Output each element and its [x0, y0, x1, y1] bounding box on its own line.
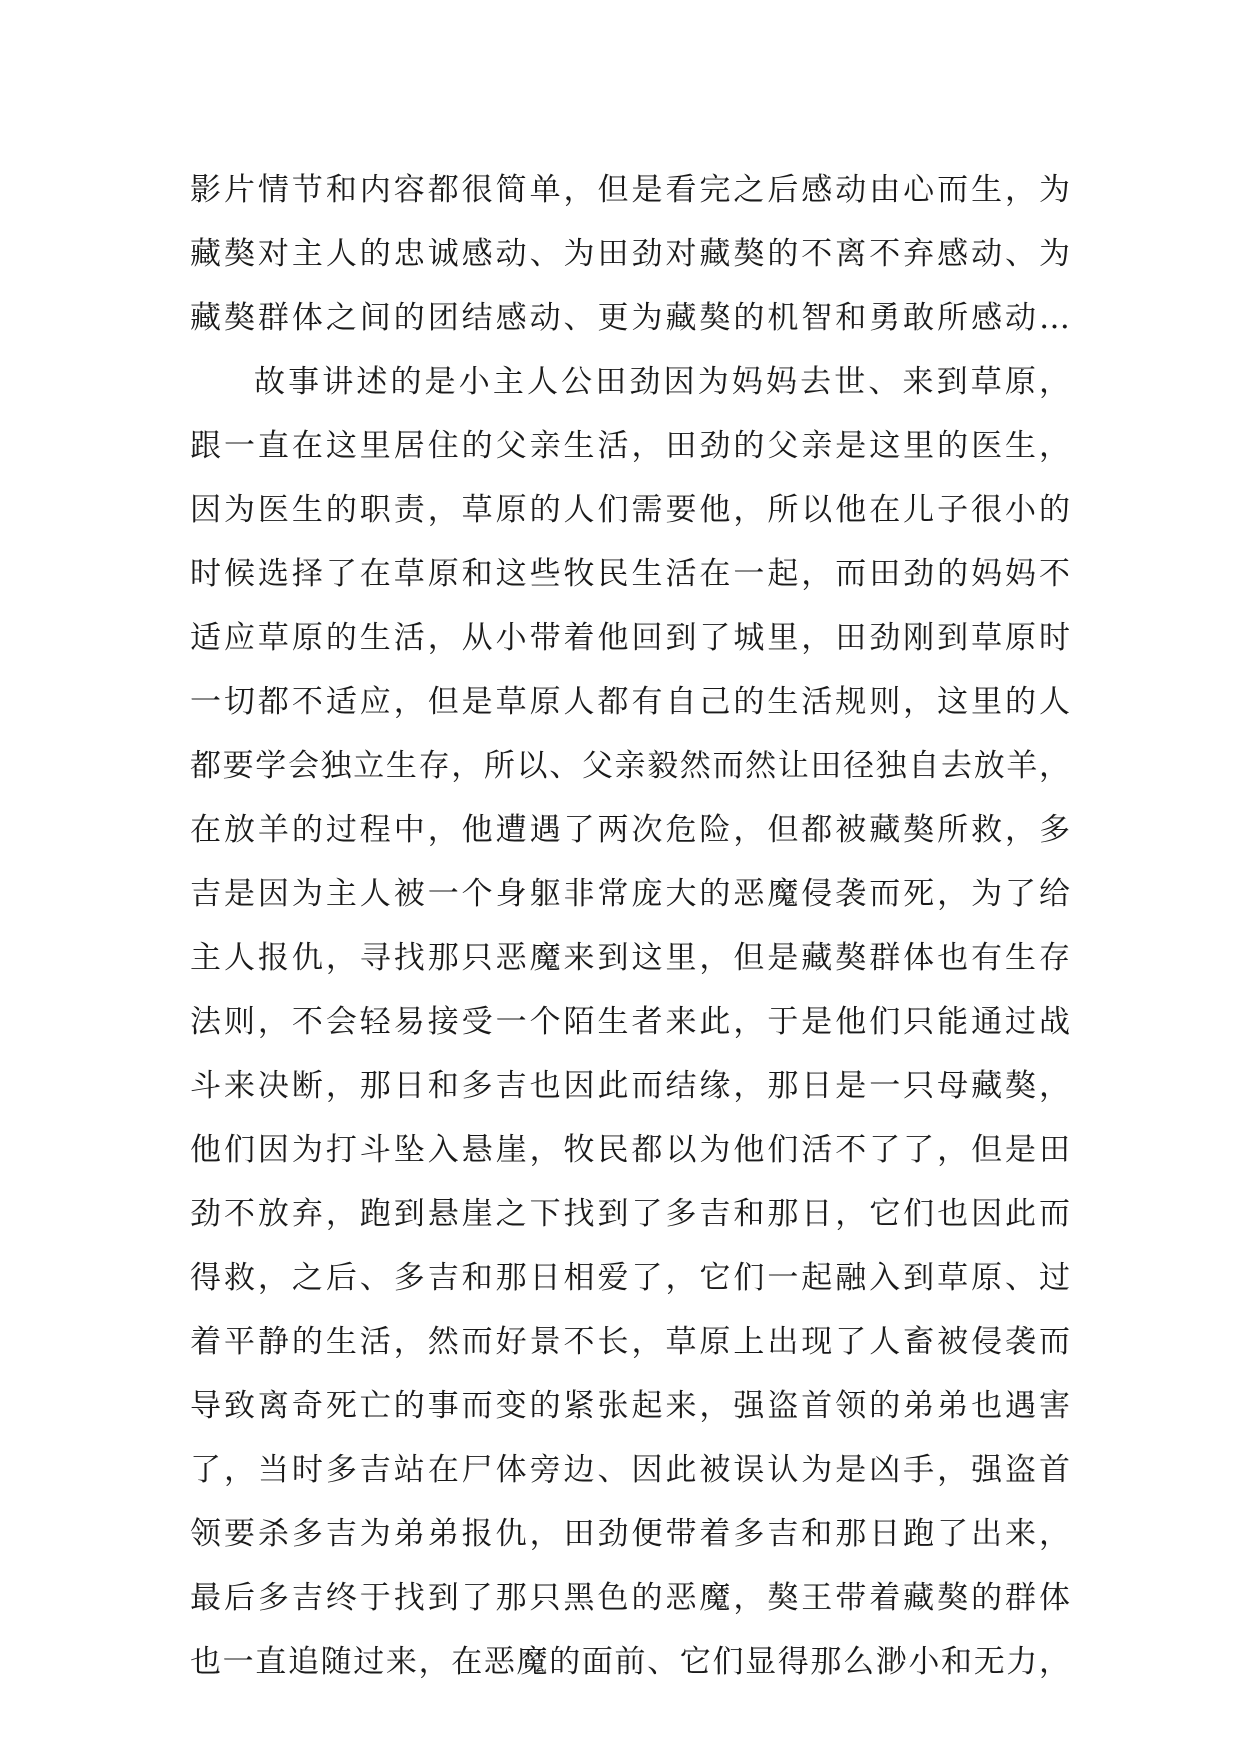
text-line: 最后多吉终于找到了那只黑色的恶魔，獒王带着藏獒的群体 [190, 1580, 1070, 1616]
text-line: 影片情节和内容都很简单，但是看完之后感动由心而生，为 [190, 172, 1070, 208]
body-text [190, 158, 1070, 1694]
text-line: 得救，之后、多吉和那日相爱了，它们一起融入到草原、过 [190, 1260, 1070, 1296]
text-line: 时候选择了在草原和这些牧民生活在一起，而田劲的妈妈不 [190, 556, 1070, 592]
text-line: 主人报仇，寻找那只恶魔来到这里，但是藏獒群体也有生存 [190, 940, 1070, 976]
text-line: 跟一直在这里居住的父亲生活，田劲的父亲是这里的医生， [190, 428, 1070, 464]
text-line: 法则，不会轻易接受一个陌生者来此，于是他们只能通过战 [190, 1004, 1070, 1040]
text-line: 吉是因为主人被一个身躯非常庞大的恶魔侵袭而死，为了给 [190, 876, 1070, 912]
text-line: 藏獒对主人的忠诚感动、为田劲对藏獒的不离不弃感动、为 [190, 236, 1070, 272]
text-line: 因为医生的职责，草原的人们需要他，所以他在儿子很小的 [190, 492, 1070, 528]
text-line: 适应草原的生活，从小带着他回到了城里，田劲刚到草原时 [190, 620, 1070, 656]
text-line: 都要学会独立生存，所以、父亲毅然而然让田径独自去放羊， [190, 748, 1070, 784]
text-line: 着平静的生活，然而好景不长，草原上出现了人畜被侵袭而 [190, 1324, 1070, 1360]
text-line: 一切都不适应，但是草原人都有自己的生活规则，这里的人 [190, 684, 1070, 720]
text-line: 斗来决断，那日和多吉也因此而结缘，那日是一只母藏獒， [190, 1068, 1070, 1104]
text-line: 了，当时多吉站在尸体旁边、因此被误认为是凶手，强盗首 [190, 1452, 1070, 1488]
text-line: 在放羊的过程中，他遭遇了两次危险，但都被藏獒所救，多 [190, 812, 1070, 848]
text-line: 导致离奇死亡的事而变的紧张起来，强盗首领的弟弟也遇害 [190, 1388, 1070, 1424]
text-line: 藏獒群体之间的团结感动、更为藏獒的机智和勇敢所感动… [190, 300, 1070, 336]
text-line: 也一直追随过来，在恶魔的面前、它们显得那么渺小和无力， [190, 1644, 1070, 1680]
text-line: 领要杀多吉为弟弟报仇，田劲便带着多吉和那日跑了出来， [190, 1516, 1070, 1552]
text-line: 劲不放弃，跑到悬崖之下找到了多吉和那日，它们也因此而 [190, 1196, 1070, 1232]
text-line: 他们因为打斗坠入悬崖，牧民都以为他们活不了了，但是田 [190, 1132, 1070, 1168]
text-line: 故事讲述的是小主人公田劲因为妈妈去世、来到草原， [254, 364, 1070, 400]
